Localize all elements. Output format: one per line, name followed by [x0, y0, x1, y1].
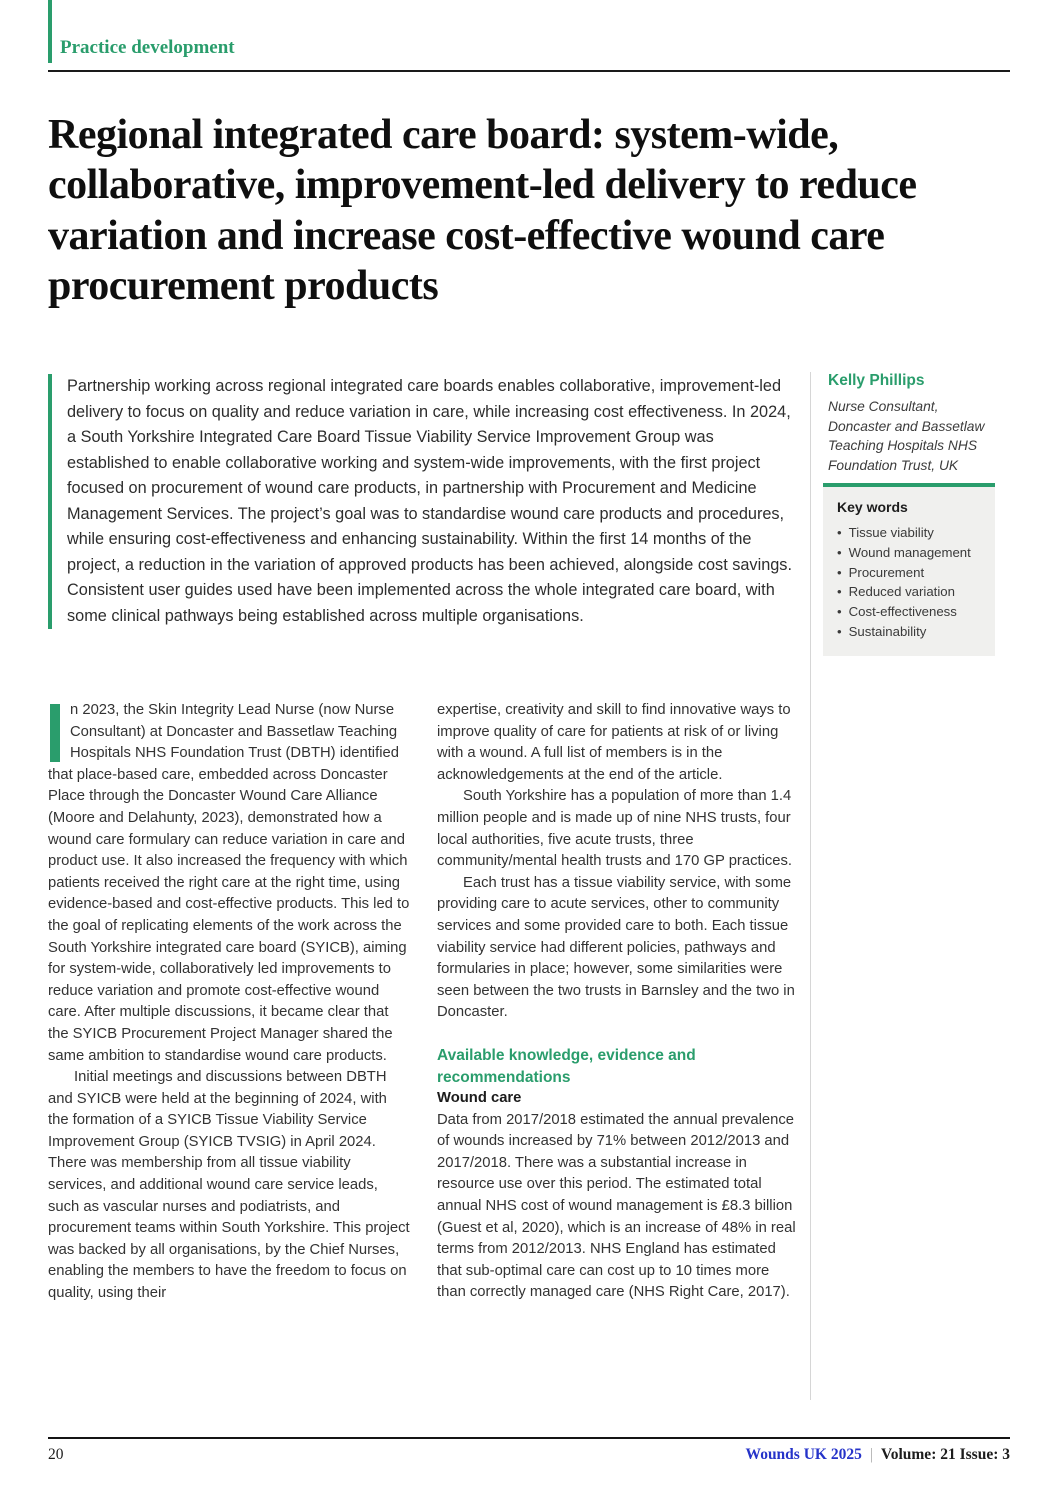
body-paragraph: Each trust has a tissue viability service, with some providing care to acute services, other to community services and some provided care to both. Each tissue viability service had different policies, pathways and formularies in place; however, some similarities were seen between the two trusts in Barnsley and the two in Doncaster. [437, 874, 795, 1021]
section-label: Practice development [60, 37, 235, 58]
body-paragraph [48, 700, 411, 1067]
affiliation-line: Foundation Trust, UK [828, 457, 959, 473]
keywords-heading: Key words [837, 499, 908, 515]
page-number: 20 [48, 1446, 64, 1463]
body-paragraph: Data from 2017/2018 estimated the annual prevalence of wounds increased by 71% between 2012/2013 and 2017/2018. There was a substantial increase in resource use over this period. The estimated total annual NHS cost of wound management is £8.3 billion (Guest et al, 2020), which is an increase of 48% in real terms from 2012/2013. NHS England has estimated that sub-optimal care can cost up to 10 times more than correctly managed care (NHS Right Care, 2017). [437, 1111, 796, 1301]
keyword-item: • Procurement [837, 563, 987, 583]
dropcap-letter-i [50, 704, 60, 762]
footer-journal-info [746, 1446, 1010, 1464]
section-accent-bar [48, 0, 52, 63]
author-block [828, 372, 1004, 475]
keyword-item: • Cost-effectiveness [837, 602, 987, 622]
body-column-left [48, 700, 411, 1305]
article-title: Regional integrated care board: system-wide, collaborative, improvement-led delivery to reduce variation and increase cost-effective wound care procurement products [48, 112, 917, 310]
affiliation-line: Teaching Hospitals NHS [828, 438, 978, 453]
body-paragraph: South Yorkshire has a population of more than 1.4 million people and is made up of nine NHS trusts, four local authorities, five acute trusts, three community/mental health trusts and 170 GP practices. [437, 788, 793, 870]
paragraph-text: n 2023, the Skin Integrity Lead Nurse (now Nurse Consultant) at Doncaster and Bassetlaw Teaching Hospitals NHS Foundation Trust (DBTH) identified that place-based care, embedded across Doncaster Place through the Doncaster Wound Care Alliance (Moore and Delahunty, 2023), demonstrated how a wound care formulary can reduce variation in care and product use. It also increased the frequency with which patients received the right care at the right time, using evidence-based and cost-effective products. This led to the goal of replicating elements of the work across the South Yorkshire integrated care board (SYICB), aiming for system-wide, collaboratively led improvements to reduce variation and promote cost-effective wound care. After multiple discussions, it became clear that the SYICB Procurement Project Manager shared the same ambition to standardise wound care products. [48, 702, 410, 1064]
header-rule [48, 70, 1010, 72]
volume-issue: Volume: 21 Issue: 3 [880, 1446, 1010, 1463]
body-paragraph: Initial meetings and discussions between DBTH and SYICB were held at the beginning of 2024, with the formation of a SYICB Tissue Viability Service Improvement Group (SYICB TVSIG) in April 2024. There was membership from all tissue viability services, and additional wound care service leads, such as vascular nurses and podiatrists, and procurement teams within South Yorkshire. This project was backed by all organisations, by the Chief Nurses, enabling the members to have the freedom to focus on quality, using their [48, 1069, 410, 1302]
abstract: Partnership working across regional integrated care boards enables collaborative, improvement-led delivery to focus on quality and reduce variation in care, while increasing cost effectiveness. In 2024, a South Yorkshire Integrated Care Board Tissue Viability Service Improvement Group was established to enable collaborative working and system-wide improvements, with the first project focused on procurement of wound care products, in partnership with Procurement and Medicine Management Services. The project’s goal was to standardise wound care products and procedures, while ensuring cost-effectiveness and enhancing sustainability. Within the first 14 months of the project, a reduction in the variation of approved products has been achieved, alongside cost savings. Consistent user guides used have been implemented across the whole integrated care board, with some clinical pathways being established across multiple organisations. [48, 374, 796, 629]
keyword-item: • Reduced variation [837, 582, 987, 602]
body-column-right [437, 700, 802, 1304]
sub-heading: Wound care [437, 1090, 522, 1107]
footer-rule [48, 1437, 1010, 1439]
keywords-box [823, 483, 995, 656]
journal-name: Wounds UK 2025 [745, 1446, 862, 1463]
keyword-item: • Wound management [837, 543, 987, 563]
column-divider-rule [810, 372, 811, 1400]
section-heading: Available knowledge, evidence and recommendations [437, 1046, 696, 1086]
affiliation-line: Doncaster and Bassetlaw [828, 418, 985, 434]
author-affiliation [828, 397, 1004, 475]
keyword-item: • Sustainability [837, 622, 987, 642]
keywords-list [837, 523, 987, 642]
affiliation-line: Nurse Consultant, [828, 399, 939, 414]
author-name: Kelly Phillips [828, 372, 925, 389]
body-paragraph: expertise, creativity and skill to find innovative ways to improve quality of care for patients at risk of or living with a wound. A full list of members is in the acknowledgements at the end of the article. [437, 702, 791, 783]
footer-divider: | [869, 1446, 873, 1463]
keyword-item: • Tissue viability [837, 523, 987, 543]
